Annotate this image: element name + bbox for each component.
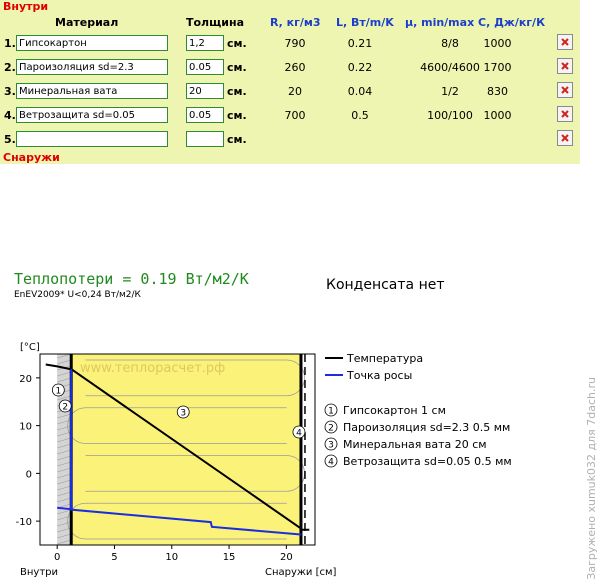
delete-row-button[interactable] [557, 130, 573, 146]
mu-value: 4600/4600 [420, 61, 480, 74]
material-input[interactable] [16, 107, 168, 123]
layer-marker-label: 1 [55, 386, 62, 397]
layer-legend-label: Пароизоляция sd=2.3 0.5 мм [343, 421, 511, 434]
layer-legend-label: Гипсокартон 1 см [343, 404, 446, 417]
table-header [0, 13, 580, 31]
table-row [0, 79, 580, 103]
layer-marker-label: 4 [296, 428, 302, 439]
header-material: Материал [55, 16, 119, 29]
header-thickness: Толщина [186, 16, 245, 29]
legend-label-0: Температура [347, 352, 424, 365]
y-axis-label: [°C] [20, 342, 40, 353]
heat-capacity-value: 1000 [483, 37, 512, 50]
temperature-chart [0, 334, 590, 584]
table-row [0, 31, 580, 55]
inside-label: Внутри [3, 0, 49, 13]
delete-row-button[interactable] [557, 58, 573, 74]
conductivity-value: 0.21 [347, 37, 373, 50]
thickness-input[interactable] [186, 83, 224, 99]
layer-legend-number: 2 [328, 423, 334, 434]
materials-table [0, 0, 580, 164]
thickness-unit: см. [227, 61, 247, 74]
thickness-unit: см. [227, 109, 247, 122]
layer-marker-label: 2 [62, 402, 69, 413]
mu-value: 8/8 [441, 37, 459, 50]
header-conductivity: L, Вт/m/K [336, 16, 394, 29]
outside-air [301, 354, 315, 545]
heat-capacity-value: 830 [487, 85, 508, 98]
layer-legend-number: 3 [328, 440, 334, 451]
thickness-unit: см. [227, 85, 247, 98]
x-inside-label: Внутри [20, 567, 58, 578]
density-value: 790 [284, 37, 306, 50]
material-input[interactable] [16, 35, 168, 51]
y-tick-label: 0 [25, 469, 32, 481]
legend-label-1: Точка росы [347, 369, 413, 382]
heat-capacity-value: 1700 [483, 61, 512, 74]
thickness-input[interactable] [186, 107, 224, 123]
layer-legend-label: Ветрозащита sd=0.05 0.5 мм [343, 455, 512, 468]
site-watermark: Загружено xumuk032 для 7dach.ru [585, 377, 598, 580]
material-input[interactable] [16, 131, 168, 147]
row-number: 2. [4, 61, 16, 74]
thickness-unit: см. [227, 133, 247, 146]
close-icon [558, 59, 572, 73]
outside-label: Снаружи [3, 151, 60, 164]
thickness-input[interactable] [186, 131, 224, 147]
header-mu: μ, min/max [405, 16, 475, 29]
close-icon [558, 107, 572, 121]
conductivity-value: 0.04 [347, 85, 373, 98]
close-icon [558, 35, 572, 49]
row-number: 3. [4, 85, 16, 98]
thickness-unit: см. [227, 37, 247, 50]
thickness-input[interactable] [186, 35, 224, 51]
row-number: 1. [4, 37, 16, 50]
layer-legend-number: 4 [328, 457, 334, 468]
close-icon [558, 131, 572, 145]
density-value: 260 [284, 61, 306, 74]
x-tick-label: 0 [54, 552, 61, 563]
material-input[interactable] [16, 83, 168, 99]
close-icon [558, 83, 572, 97]
row-number: 5. [4, 133, 16, 146]
density-value: 20 [288, 85, 302, 98]
y-tick-label: -10 [15, 517, 32, 529]
y-tick-label: 10 [19, 421, 32, 433]
delete-row-button[interactable] [557, 82, 573, 98]
heat-loss-value: Теплопотери = 0.19 Вт/м2/K [14, 270, 249, 288]
mu-value: 1/2 [441, 85, 459, 98]
x-tick-label: 10 [165, 552, 179, 563]
table-row [0, 55, 580, 79]
table-row [0, 127, 580, 151]
heat-capacity-value: 1000 [483, 109, 512, 122]
header-density: R, кг/м3 [270, 16, 321, 29]
inside-air [40, 354, 57, 545]
x-tick-label: 20 [279, 552, 293, 563]
thickness-input[interactable] [186, 59, 224, 75]
layer-legend-number: 1 [328, 406, 334, 417]
layer-marker-label: 3 [180, 408, 187, 419]
conductivity-value: 0.5 [351, 109, 369, 122]
enev-note: EnEV2009* U<0,24 Вт/м2/К [14, 290, 141, 300]
x-tick-label: 5 [111, 552, 118, 563]
density-value: 700 [284, 109, 306, 122]
header-heat-capacity: С, Дж/кг/К [478, 16, 546, 29]
chart-watermark: www.теплорасчет.рф [80, 361, 226, 376]
x-tick-label: 15 [222, 552, 236, 563]
delete-row-button[interactable] [557, 34, 573, 50]
mu-value: 100/100 [427, 109, 473, 122]
table-row [0, 103, 580, 127]
condensate-status: Конденсата нет [326, 277, 445, 293]
layer-legend-label: Минеральная вата 20 см [343, 438, 487, 451]
delete-row-button[interactable] [557, 106, 573, 122]
y-tick-label: 20 [19, 373, 32, 385]
row-number: 4. [4, 109, 16, 122]
material-input[interactable] [16, 59, 168, 75]
conductivity-value: 0.22 [347, 61, 373, 74]
x-axis-label: Снаружи [см] [265, 567, 337, 578]
